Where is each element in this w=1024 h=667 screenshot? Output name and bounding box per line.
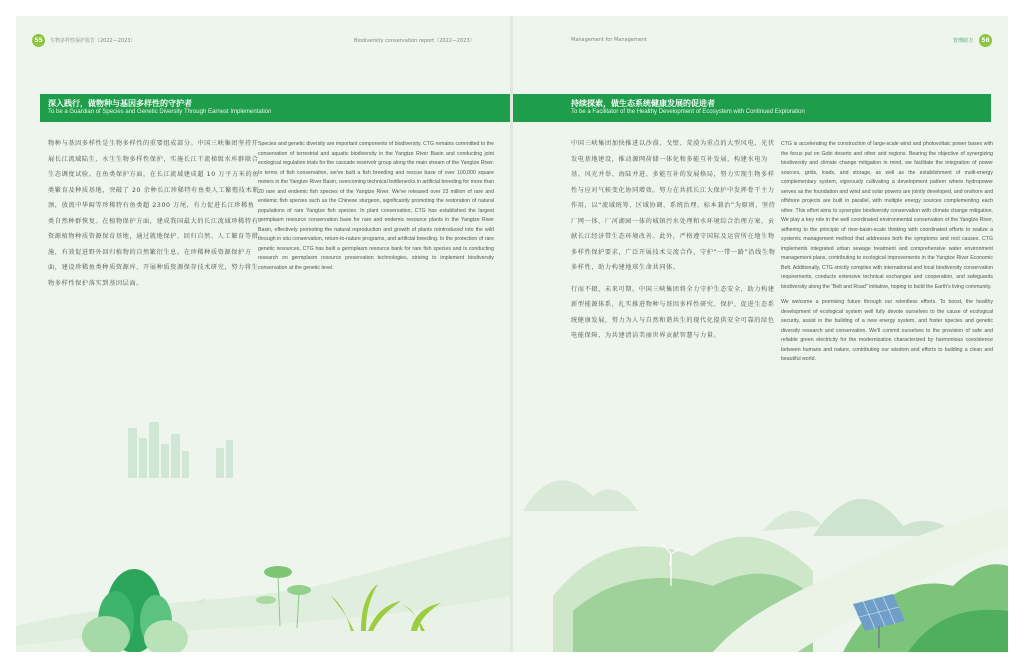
right-body-en-paragraph-1: CTG is accelerating the construction of large-scale wind and photovoltaic power bases with the focus put on Gobi deserts and other arid regions. Bearing the objective of synergizing biodiversity and climate change mitigation in mind, we facilitate the integration of power sources, grids, loads, and storage, as well as the establishment of multi-energy complementary system, vigorously cultivating a development pattern where hydropower serves as the foundation and wind and solar powers are jointly developed, and onshore and offshore projects are built in parallel, with multiple energy sources complementing each other. This effort aims to synergize biodiversity conservation with climate change mitigation. We play a key role in the well coordinated environmental conservation of the Yangtze River, adhering to the principle of river-basin-scale thinking with coordinated efforts to realize a systemic management method that addresses both the symptoms and root causes. CTG implements integrated urban sewage treatment and comprehensive water environment management plans, contributing to ecological improvements in the Yangtze River Economic Belt. Additionally, CTG strictly complies with international and local biodiversity conservation requirements, conducts extensive technical exchanges and cooperation, and safeguards biodiversity along the “Belt and Road” Initiative, hoping to build the Earth's living community.: [781, 141, 993, 290]
left-running-head-cn: 生物多样性保护报告（2022—2023）: [50, 38, 136, 44]
left-section-title-cn: 深入践行，做物种与基因多样性的守护者: [48, 99, 192, 108]
right-body-en: [781, 140, 993, 464]
left-section-title-en: To be a Guardian of Species and Genetic Diversity Through Earnest Implementation: [48, 109, 272, 115]
left-body-cn-paragraph: 物种与基因多样性是生物多样性的重要组成部分。中国三峡集团坚持开展长江流域陆生、水生生物多样性保护，实施长江干流梯级水库群联合生态调度试验。在鱼类保护方面，在长江流域建成超 10 万平方米的鱼类繁育及种质基地，突破了 20 余种长江珍稀特有鱼类人工繁殖技术瓶颈，放流中华鲟等珍稀特有鱼类超 2300 万尾，有力促进长江珍稀鱼类自然种群恢复。在植物保护方面，建成我国最大的长江流域珍稀特有资源植物种质资源保育基地，通过就地保护、回归自然、人工繁育等措施，有效促进野外回归植物的自然繁衍生息。在珍稀种质资源保护方面，建设珍稀鱼类种质资源库，开展种质资源保存技术研究，努力将生物多样性保护落实到基因层面。: [48, 140, 260, 287]
right-body-en-paragraph-2: We welcome a promising future through our relentless efforts. To boost, the healthy development of ecological system well fully devote ourselves to the cause of ecological security, assist in the building of a new energy system, and foster species and genetic diversity research and conservation. We'll commit ourselves to the provision of safe and reliable green electricity for the modernization characterized by harmonious coexistence between humans and nature, contributing our wisdom and efforts to building a clean and beautiful world.: [781, 299, 993, 362]
left-body-cn: [48, 136, 260, 336]
right-running-head-en: Management for Management: [571, 37, 647, 43]
left-body-en-paragraph: Species and genetic diversity are important components of biodiversity. CTG remains committed to the conservation of terrestrial and aquatic biodiversity in the Yangtze River Basin and conducting joint ecological regulation trials for the cascade reservoir group along the main stream of the Yangtze River. In terms of fish conservation, we've built a fish breeding and rescue base of over 100,000 square meters in the Yangtze River Basin, overcoming technical bottlenecks in artificial breeding for more than 20 rare and endemic fish species of the Yangtze River. We've released over 23 million of rare and endemic fish species such as the Chinese sturgeon, significantly promoting the restoration of natural populations of rare Yangtze fish species. In plant conservation, CTG has established the largest germplasm resource conservation base for rare and endemic resource plants in the Yangtze River Basin, effectively promoting the natural reproduction and growth of plants reintroduced into the wild through in situ conservation, return-to-nature programs, and artificial breeding. In the protection of rare genetic resources, CTG has built a germplasm resource bank for rare fish species and is conducting research on germplasm resource preservation technologies, striving to implement biodiversity conservation at the genetic level.: [258, 141, 494, 271]
city-skyline-icon: [128, 422, 233, 478]
right-page-number: 56: [979, 34, 992, 47]
right-body-cn-paragraph-1: 中国三峡集团加快推进以沙漠、戈壁、荒漠为重点的大型风电、光伏发电基地建设，推动源网荷储一体化和多能互补发展，构建水电为基、风光并举、海陆并进、多能互补的发展格局，努力实现生物多样性与应对气候变化协同增效。努力在共抓长江大保护中发挥骨干主力作用，以“流域统筹、区域协调、系统治理、标本兼治”为原则，坚持厂网一体、厂河湖园一体的城镇污水处理和水环境综合治理方案，贡献长江经济带生态环境改善。此外，严格遵守国际及运营所在地生物多样性保护要求，广泛开展技术交流合作，守护“一带一路”沿线生物多样性，助力构建地球生命共同体。: [571, 140, 776, 271]
right-section-title-en: To be a Facilitator of the Healthy Development of Ecosystem with Continued Exploration: [571, 109, 805, 115]
left-section-banner: [40, 94, 510, 122]
left-body-en: [258, 140, 494, 360]
right-body-cn: [571, 136, 779, 386]
mountain-icon: [523, 480, 958, 536]
left-page-number: 55: [32, 34, 45, 47]
right-section-banner: [513, 94, 991, 122]
right-running-head-cn: 管理助力: [953, 38, 974, 44]
left-running-head-en: Biodiversity conservation report（2022—2023）: [354, 38, 475, 44]
left-landscape-illustration: [16, 396, 510, 652]
right-section-title-cn: 持续探索，做生态系统健康发展的促进者: [571, 99, 715, 108]
right-body-cn-paragraph-2: 行而不辍，未来可期。中国三峡集团将全力守护生态安全，助力构建新型能源体系，扎实推进物种与基因多样性研究、保护，促进生态系统健康发展，努力为人与自然和谐共生的现代化提供安全可靠的绿色电能保障，为共建清洁美丽世界贡献智慧与力量。: [571, 285, 775, 339]
right-landscape-illustration: [513, 436, 1008, 652]
